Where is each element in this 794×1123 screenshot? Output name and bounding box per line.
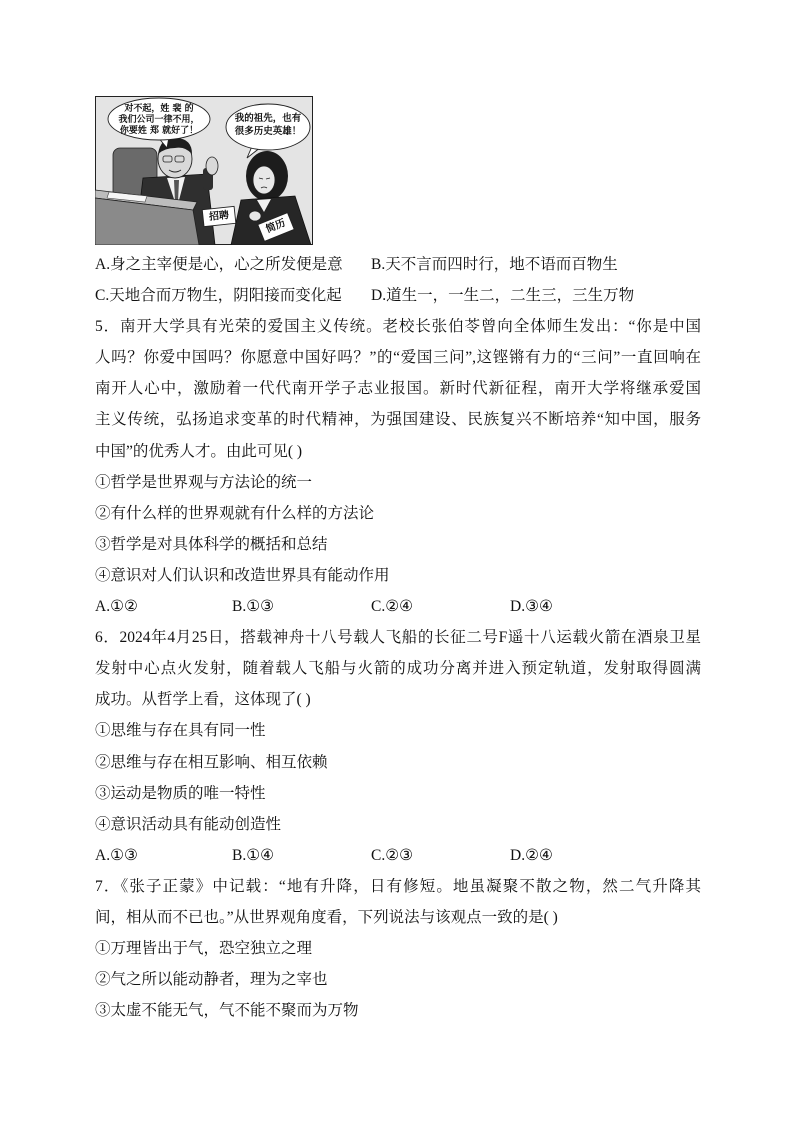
resume-paper: 简历 xyxy=(264,217,288,236)
question-content xyxy=(95,249,701,1026)
q7-stem-line: 7．《张子正蒙》中记载：“地有升降，日有修短。地虽凝聚不散之物，然二气升降其 xyxy=(95,877,701,895)
option-a: A.身之主宰便是心，心之所发便是意 xyxy=(95,256,343,273)
q6-options-row xyxy=(95,840,701,871)
q5-statement: ①哲学是世界观与方法论的统一 xyxy=(95,473,313,491)
speech-line: 你要姓 郑 就好了！ xyxy=(119,126,199,136)
option-d: D.③④ xyxy=(510,598,553,616)
q5-stem-line: 主义传统，弘扬追求变革的时代精神，为强国建设、民族复兴不断培养“知中国，服务 xyxy=(95,411,701,429)
q7-statement: ③太虚不能无气，气不能不聚而为万物 xyxy=(95,1002,359,1020)
option-a: A.①③ xyxy=(95,846,138,864)
option-a: A.①② xyxy=(95,598,138,616)
option-d: D.道生一，一生二，二生三，三生万物 xyxy=(371,287,635,305)
option-c: C.②④ xyxy=(371,598,414,616)
speech-line: 我的祖先，也有 xyxy=(234,113,302,124)
speech-bubble-right xyxy=(226,112,310,138)
option-b: B.①③ xyxy=(232,598,275,616)
q6-statement: ①思维与存在具有同一性 xyxy=(95,722,266,740)
q6-stem-line: 发射中心点火发射，随着载人飞船与火箭的成功分离并进入预定轨道，发射取得圆满 xyxy=(95,660,701,678)
q4-options-row xyxy=(95,280,701,311)
cartoon-illustration xyxy=(95,96,313,245)
recruitment-sign: 招聘 xyxy=(208,209,230,224)
q5-options-row xyxy=(95,591,701,622)
q6-statement: ③运动是物质的唯一特性 xyxy=(95,784,266,802)
q6-stem-line: 6．2024年4月25日，搭载神舟十八号载人飞船的长征二号F遥十八运载火箭在酒泉卫星 xyxy=(95,629,701,647)
q5-stem-line: 中国”的优秀人才。由此可见( ) xyxy=(95,442,303,460)
option-c: C.天地合而万物生，阴阳接而变化起 xyxy=(95,287,342,305)
q7-stem-line: 间，相从而不已也。”从世界观角度看，下列说法与该观点一致的是( ) xyxy=(95,908,558,926)
speech-line: 很多历史英雄！ xyxy=(234,126,302,137)
option-c: C.②③ xyxy=(371,846,414,864)
option-d: D.②④ xyxy=(510,846,553,864)
q7-statement: ①万理皆出于气，恐空独立之理 xyxy=(95,940,313,958)
speech-line: 我们公司一律不用， xyxy=(118,115,200,125)
q6-statement: ②思维与存在相互影响、相互依赖 xyxy=(95,753,328,771)
q6-stem-line: 成功。从哲学上看，这体现了( ) xyxy=(95,691,311,709)
q5-statement: ④意识对人们认识和改造世界具有能动作用 xyxy=(95,566,390,584)
q5-statement: ③哲学是对具体科学的概括和总结 xyxy=(95,535,328,553)
q4-options-row xyxy=(95,249,701,280)
q6-statement: ④意识活动具有能动创造性 xyxy=(95,815,282,833)
speech-line: 对不起，姓 裴 的 xyxy=(124,104,194,114)
speech-bubble-left xyxy=(108,104,210,137)
q5-stem-line: 人吗？你爱中国吗？你愿意中国好吗？”的“爱国三问”,这铿锵有力的“三问”一直回响在 xyxy=(95,349,701,367)
q5-stem-line: 5．南开大学具有光荣的爱国主义传统。老校长张伯苓曾向全体师生发出：“你是中国 xyxy=(95,318,701,336)
option-b: B.天不言而四时行，地不语而百物生 xyxy=(371,256,618,273)
q5-statement: ②有什么样的世界观就有什么样的方法论 xyxy=(95,504,375,522)
option-b: B.①④ xyxy=(232,846,275,864)
q5-stem-line: 南开人心中，激励着一代代南开学子志业报国。新时代新征程，南开大学将继承爱国 xyxy=(95,380,701,398)
q7-statement: ②气之所以能动静者，理为之宰也 xyxy=(95,971,328,989)
